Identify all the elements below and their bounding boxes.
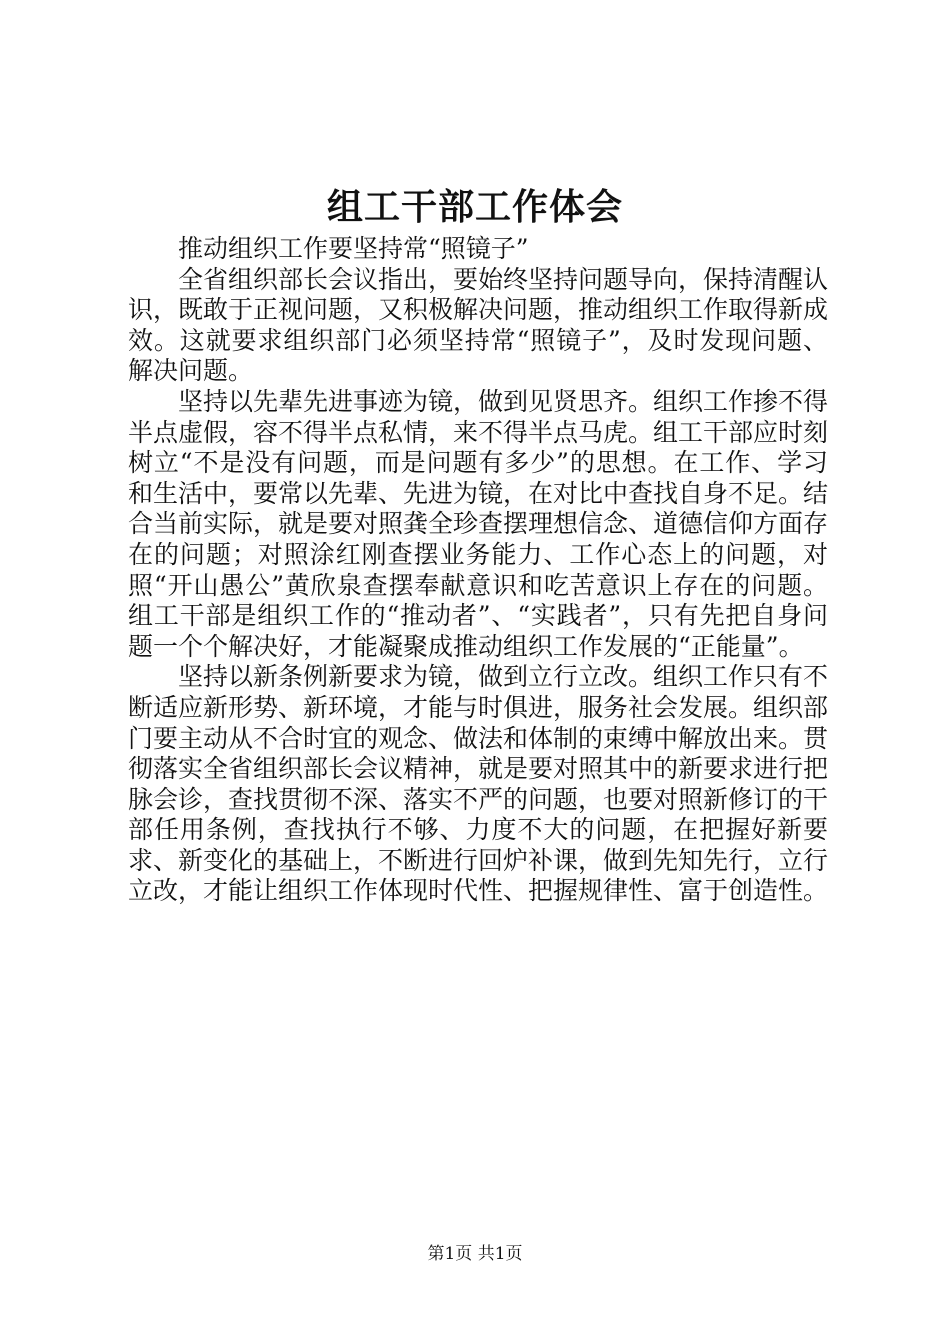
paragraph-intro: 全省组织部长会议指出，要始终坚持问题导向，保持清醒认识，既敢于正视问题，又积极解决问题，推动组织工作取得新成效。这就要求组织部门必须坚持常“照镜子”，及时发现问题、解决问题。 bbox=[128, 264, 829, 386]
page-footer: 第1页 共1页 bbox=[427, 1244, 523, 1264]
document-title: 组工干部工作体会 bbox=[326, 186, 623, 228]
subtitle-paragraph: 推动组织工作要坚持常“照镜子” bbox=[178, 234, 529, 263]
paragraph-new-regulations: 坚持以新条例新要求为镜，做到立行立改。组织工作只有不断适应新形势、新环境，才能与时俱进，服务社会发展。组织部门要主动从不合时宜的观念、做法和体制的束缚中解放出来。贯彻落实全省组织部长会议精神，就是要对照其中的新要求进行把脉会诊，查找贯彻不深、落实不严的问题，也要对照新修订的干部任用条例，查找执行不够、力度不大的问题，在把握好新要求、新变化的基础上，不断进行回炉补课，做到先知先行，立行立改，才能让组织工作体现时代性、把握规律性、富于创造性。 bbox=[128, 662, 829, 906]
paragraph-pioneers: 坚持以先辈先进事迹为镜，做到见贤思齐。组织工作掺不得半点虚假，容不得半点私情，来不得半点马虎。组工干部应时刻树立“不是没有问题，而是问题有多少”的思想。在工作、学习和生活中，要常以先辈、先进为镜，在对比中查找自身不足。结合当前实际，就是要对照龚全珍查摆理想信念、道德信仰方面存在的问题；对照涂红刚查摆业务能力、工作心态上的问题，对照“开山愚公”黄欣泉查摆奉献意识和吃苦意识上存在的问题。组工干部是组织工作的“推动者”、“实践者”，只有先把自身问题一个个解决好，才能凝聚成推动组织工作发展的“正能量”。 bbox=[128, 386, 829, 661]
document-body bbox=[128, 234, 828, 907]
